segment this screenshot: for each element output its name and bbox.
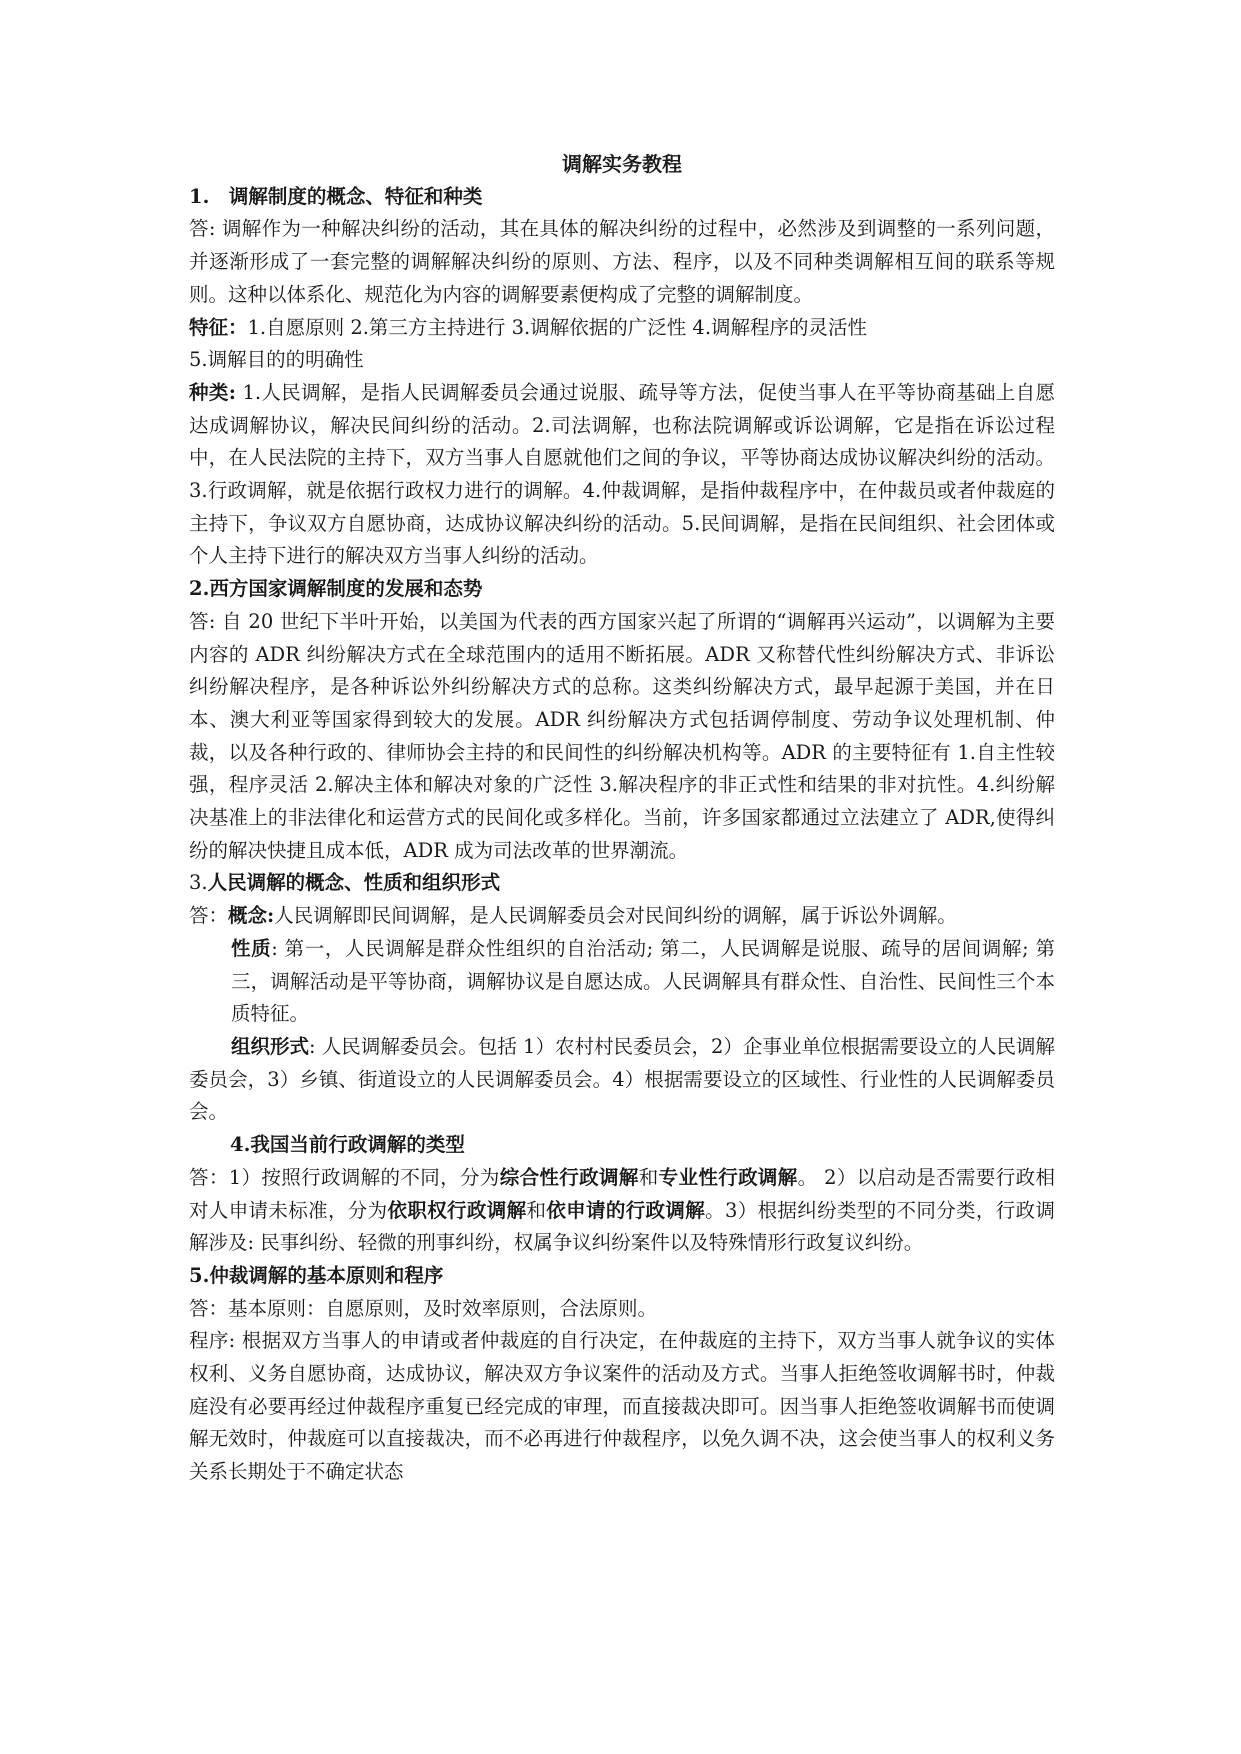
section-4-text-3: 。 2）以启动是否需要行政相对人申请未标准，分为 bbox=[189, 1165, 1055, 1222]
section-5-heading: 5.仲裁调解的基本原则和程序 bbox=[189, 1263, 444, 1287]
types-label: 种类: bbox=[189, 380, 236, 404]
section-5-procedure: 程序: 根据双方当事人的申请或者仲裁庭的自行决定，在仲裁庭的主持下，双方当事人就争议的实体权利、义务自愿协商，达成协议，解决双方争议案件的活动及方式。当事人拒绝签收调解书时，仲裁庭没有必要再经过仲裁程序重复已经完成的审理，而直接裁决即可。因当事人拒绝签收调解书而使调解无效时，仲裁庭可以直接裁决，而不必再进行仲裁程序，以免久调不决，这会使当事人的权利义务关系长期处于不确定状态 bbox=[189, 1329, 1055, 1484]
document-title: 调解实务教程 bbox=[562, 152, 682, 176]
answer-prefix: 答： bbox=[189, 904, 229, 928]
section-4-text-4: 和 bbox=[526, 1198, 547, 1222]
section-3-title: 人民调解的概念、性质和组织形式 bbox=[207, 871, 501, 895]
section-4-answer bbox=[189, 1162, 1055, 1260]
concept-text: 人民调解即民间调解，是人民调解委员会对民间纠纷的调解，属于诉讼外调解。 bbox=[274, 904, 957, 928]
nature-text: : 第一，人民调解是群众性组织的自治活动; 第二，人民调解是说服、疏导的居间调解; 第三，调解活动是平等协商，调解协议是自愿达成。人民调解具有群众性、自治性、民间性三个本质特征。 bbox=[231, 936, 1055, 1026]
org-label: 组织形式 bbox=[231, 1034, 310, 1058]
section-3-nature bbox=[189, 933, 1055, 1031]
section-4-text-2: 和 bbox=[638, 1165, 659, 1189]
section-3-organization bbox=[189, 1031, 1055, 1129]
section-4-text-5: 。3）根据纠纷类型的不同分类，行政调解涉及: 民事纠纷、轻微的刑事纠纷，权属争议纠纷案件以及特殊情形行政复议纠纷。 bbox=[189, 1198, 1055, 1255]
section-4-term-1: 综合性行政调解 bbox=[499, 1165, 639, 1189]
section-4-text-1: 答：1）按照行政调解的不同，分为 bbox=[189, 1165, 500, 1189]
features-text: 1.自愿原则 2.第三方主持进行 3.调解依据的广泛性 4.调解程序的灵活性 bbox=[247, 315, 868, 339]
section-4-heading: 4.我国当前行政调解的类型 bbox=[230, 1133, 465, 1157]
section-4-term-3: 依职权行政调解 bbox=[387, 1198, 527, 1222]
section-1-answer: 答: 调解作为一种解决纠纷的活动，其在具体的解决纠纷的过程中，必然涉及到调整的一系列问题，并逐渐形成了一套完整的调解解决纠纷的原则、方法、程序，以及不同种类调解相互间的联系等规则。这种以体系化、规范化为内容的调解要素便构成了完整的调解制度。 bbox=[189, 217, 1055, 306]
section-1-types bbox=[189, 377, 1055, 573]
section-2-answer: 答: 自 20 世纪下半叶开始，以美国为代表的西方国家兴起了所谓的“调解再兴运动”，以调解为主要内容的 ADR 纠纷解决方式在全球范围内的适用不断拓展。ADR 又称替代性纠纷解决方式、非诉讼纠纷解决程序，是各种诉讼外纠纷解决方式的总称。这类纠纷解决方式，最早起源于美国，并在日本、澳大利亚等国家得到较大的发展。ADR 纠纷解决方式包括调停制度、劳动争议处理机制、仲裁，以及各种行政的、律师协会主持的和民间性的纠纷解决机构等。ADR 的主要特征有 1.自主性较强，程序灵活 2.解决主体和解决对象的广泛性 3.解决程序的非正式性和结果的非对抗性。4.纠纷解决基准上的非法律化和运营方式的民间化或多样化。当前，许多国家都通过立法建立了 ADR,使得纠纷的解决快捷且成本低，ADR 成为司法改革的世界潮流。 bbox=[189, 609, 1055, 862]
section-3-concept bbox=[189, 900, 1055, 933]
nature-label: 性质 bbox=[231, 936, 272, 960]
section-4-term-4: 依申请的行政调解 bbox=[546, 1198, 706, 1222]
section-2-heading: 2.西方国家调解制度的发展和态势 bbox=[189, 577, 483, 601]
concept-label: 概念: bbox=[228, 904, 275, 928]
section-1-features bbox=[189, 312, 1055, 345]
section-3-heading bbox=[189, 867, 1055, 900]
section-5-principles: 答：基本原则：自愿原则，及时效率原则，合法原则。 bbox=[189, 1296, 658, 1320]
section-4-term-2: 专业性行政调解 bbox=[658, 1165, 798, 1189]
features-label: 特征： bbox=[189, 315, 248, 339]
section-3-number: 3. bbox=[189, 871, 208, 895]
section-1-heading: 1. 调解制度的概念、特征和种类 bbox=[189, 184, 483, 208]
section-1-features-continued: 5.调解目的的明确性 bbox=[189, 348, 364, 372]
types-text: 1.人民调解，是指人民调解委员会通过说服、疏导等方法，促使当事人在平等协商基础上自愿达成调解协议，解决民间纠纷的活动。2.司法调解，也称法院调解或诉讼调解，它是指在诉讼过程中，在人民法院的主持下，双方当事人自愿就他们之间的争议，平等协商达成协议解决纠纷的活动。3.行政调解，就是依据行政权力进行的调解。4.仲裁调解，是指仲裁程序中，在仲裁员或者仲裁庭的主持下，争议双方自愿协商，达成协议解决纠纷的活动。5.民间调解，是指在民间组织、社会团体或个人主持下进行的解决双方当事人纠纷的活动。 bbox=[189, 380, 1055, 568]
org-text: : 人民调解委员会。包括 1）农村村民委员会，2）企事业单位根据需要设立的人民调解委员会，3）乡镇、街道设立的人民调解委员会。4）根据需要设立的区域性、行业性的人民调解委员会。 bbox=[189, 1034, 1055, 1124]
